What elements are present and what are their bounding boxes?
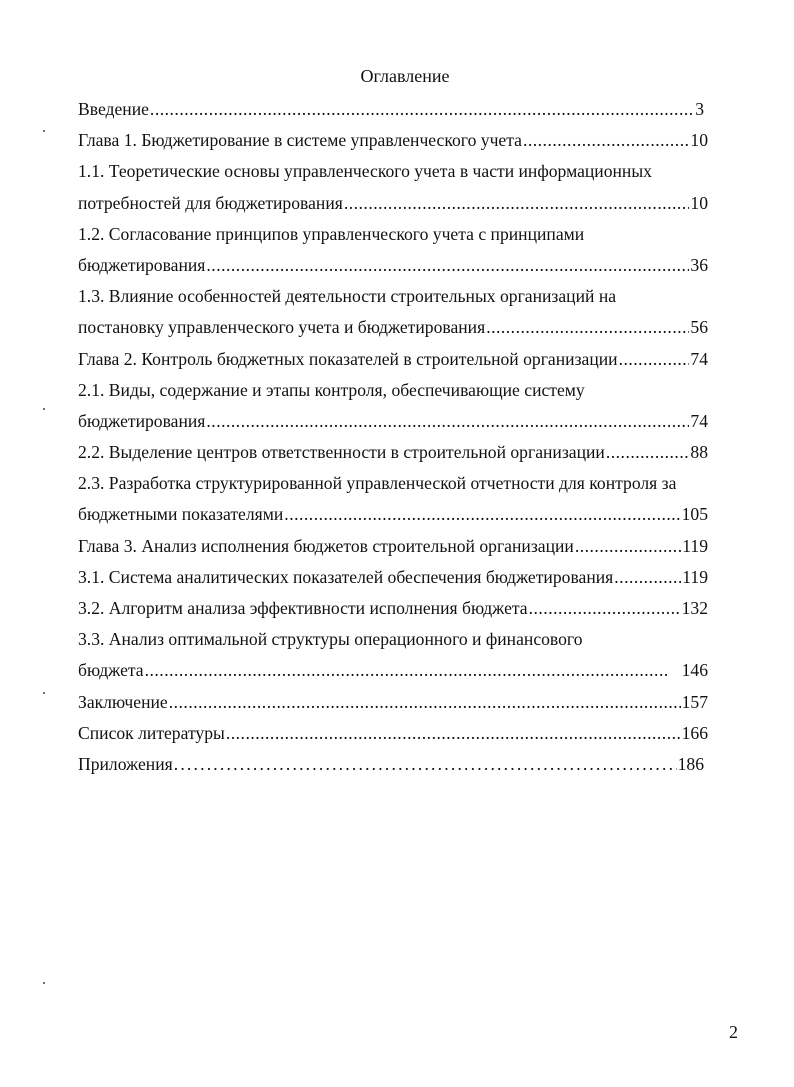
toc-page-number: 119 — [682, 535, 708, 556]
dot-leader — [614, 562, 681, 593]
toc-entry-title-cont: бюджета — [78, 660, 144, 681]
toc-page-number: 10 — [690, 130, 708, 151]
toc-page-number: 10 — [690, 192, 708, 213]
toc-entry-line — [78, 749, 704, 780]
toc-entry-section-3-3 — [78, 624, 728, 686]
toc-entry-title: 3.2. Алгоритм анализа эффективности исполнения бюджета — [78, 598, 528, 618]
toc-entry-line — [78, 718, 708, 749]
toc-entry-bibliography — [78, 718, 728, 749]
toc-entry-conclusion — [78, 687, 728, 718]
toc-entry-line — [78, 312, 708, 343]
dot-leader — [575, 531, 681, 562]
scan-speck — [43, 692, 45, 694]
toc-entry-section-1-2 — [78, 219, 728, 281]
toc-entry-line — [78, 562, 708, 593]
toc-entry-title: Глава 2. Контроль бюджетных показателей в строительной организации — [78, 348, 618, 369]
toc-entry-title: 3.1. Система аналитических показателей обеспечения бюджетирования — [78, 566, 614, 587]
toc-entry-title-cont: постановку управленческого учета и бюджетирования — [78, 317, 486, 338]
toc-entry-line — [78, 188, 708, 219]
toc-page-number: 3 — [695, 99, 704, 119]
toc-entry-title-cont: бюджетными показателями — [78, 504, 284, 525]
toc-entry-introduction — [78, 94, 728, 125]
toc-page-number: 157 — [681, 691, 708, 712]
page-title: Оглавление — [360, 66, 450, 86]
dot-leader — [150, 94, 694, 125]
dot-leader — [226, 718, 681, 749]
dot-leader — [174, 749, 677, 780]
toc-page-number: 88 — [690, 442, 708, 463]
toc-entry-line — [78, 687, 708, 718]
dot-leader — [145, 655, 667, 686]
toc-entry-line — [78, 94, 704, 125]
toc-entry-line — [78, 593, 708, 624]
toc-page-number: 36 — [690, 254, 708, 275]
dot-leader — [169, 687, 681, 718]
toc-entry-section-2-3 — [78, 468, 728, 530]
dot-leader — [619, 344, 690, 375]
toc-entry-title: 3.3. Анализ оптимальной структуры операционного и финансового — [78, 629, 583, 650]
toc-page-number: 105 — [681, 504, 708, 525]
table-of-contents — [78, 94, 728, 780]
toc-entry-chapter-3 — [78, 531, 728, 562]
toc-entry-title: Список литературы — [78, 722, 225, 743]
toc-entry-line — [78, 250, 708, 281]
toc-entry-title: Приложения — [78, 753, 173, 774]
dot-leader — [606, 437, 690, 468]
scan-speck — [43, 982, 45, 984]
toc-entry-title: 1.3. Влияние особенностей деятельности строительных организаций на — [78, 286, 617, 307]
toc-page-number: 166 — [681, 722, 708, 743]
toc-entry-section-3-1 — [78, 562, 728, 593]
toc-page-number: 56 — [690, 317, 708, 338]
dot-leader — [344, 188, 690, 219]
toc-page-number: 186 — [677, 753, 704, 774]
toc-entry-section-2-1 — [78, 375, 728, 437]
toc-entry-section-1-3 — [78, 281, 728, 343]
toc-entry-title: 2.2. Выделение центров ответственности в строительной организации — [78, 442, 605, 463]
toc-page-number: 74 — [690, 348, 708, 369]
dot-leader — [284, 499, 680, 530]
toc-entry-title-cont: потребностей для бюджетирования — [78, 192, 343, 213]
toc-entry-title: Заключение — [78, 691, 168, 712]
page-number: 2 — [729, 1022, 738, 1042]
toc-entry-title: 1.1. Теоретические основы управленческого учета в части информационных — [78, 161, 652, 182]
toc-entry-line — [78, 344, 708, 375]
toc-entry-line — [78, 655, 708, 686]
dot-leader — [206, 250, 689, 281]
scan-speck — [43, 408, 45, 410]
dot-leader — [486, 312, 689, 343]
toc-entry-chapter-2 — [78, 344, 728, 375]
dot-leader — [529, 593, 681, 624]
toc-entry-chapter-1 — [78, 125, 728, 156]
toc-entry-title: Глава 1. Бюджетирование в системе управленческого учета — [78, 130, 522, 151]
toc-entry-title: 2.1. Виды, содержание и этапы контроля, обеспечивающие систему — [78, 379, 585, 400]
toc-entry-title: 1.2. Согласование принципов управленческого учета с принципами — [78, 223, 585, 244]
toc-entry-line — [78, 125, 708, 156]
toc-entry-title: Глава 3. Анализ исполнения бюджетов строительной организации — [78, 535, 574, 556]
toc-entry-section-2-2 — [78, 437, 728, 468]
toc-page-number: 132 — [681, 598, 708, 618]
toc-entry-line — [78, 437, 708, 468]
scan-speck — [43, 130, 45, 132]
toc-entry-title-cont: бюджетирования — [78, 254, 206, 275]
toc-entry-line — [78, 531, 708, 562]
toc-entry-title: Введение — [78, 99, 149, 119]
toc-entry-line — [78, 499, 708, 530]
toc-page-number: 119 — [682, 566, 708, 587]
dot-leader — [523, 125, 689, 156]
toc-entry-appendices — [78, 749, 728, 780]
toc-entry-title-cont: бюджетирования — [78, 410, 206, 431]
toc-page-number: 146 — [681, 660, 708, 681]
toc-page-number: 74 — [690, 410, 708, 431]
toc-entry-section-1-1 — [78, 156, 728, 218]
toc-entry-title: 2.3. Разработка структурированной управленческой отчетности для контроля за — [78, 473, 677, 494]
toc-entry-line — [78, 406, 708, 437]
dot-leader — [206, 406, 689, 437]
toc-entry-section-3-2 — [78, 593, 728, 624]
